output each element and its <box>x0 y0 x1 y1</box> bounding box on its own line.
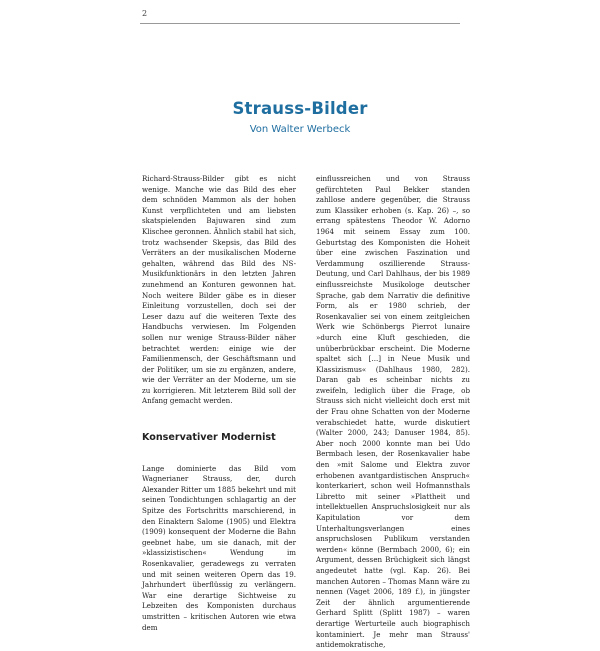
page-number: 2 <box>142 9 148 18</box>
continuation-paragraph: einflussreichen und von Strauss gefürchteten Paul Bekker standen zahllose andere gegenüber, die Strauss zum Klassiker erhoben (s. Kap. 26) –, so errang spätestens Theodor W. Adorno 1964 mit seinem Essay zum 100. Geburtstag des Komponisten die Hoheit über eine zwischen Faszination und Verdammung oszillierende Strauss-Deutung, und Carl Dahlhaus, der bis 1989 einflussreichste Musikologe deutscher Sprache, gab dem Narrativ die definitive Form, als er 1980 schrieb, der Rosenkavalier sei von einem zeitgleichen Werk wie Schönbergs Pierrot lunaire »durch eine Kluft geschieden, die unüberbrückbar erscheint. Die Moderne spaltet sich [...] in Neue Musik und Klassizismus« (Dahlhaus 1980, 282). Daran gab es scheinbar nichts zu zweifeln, lediglich über die Frage, ob Strauss sich nicht vielleicht doch erst mit der Frau ohne Schatten von der Moderne verabschiedet hatte, wurde diskutiert (Walter 2000, 243; Danuser 1984, 85). Aber noch 2000 konnte man bei Udo Bermbach lesen, der Rosenkavalier habe den »mit Salome und Elektra zuvor erhobenen avantgardistischen Anspruch« konterkariert, schon weil Hofmannsthals Libretto mit seiner »Plattheit und intellektuellen Anspruchslosigkeit nur als Kapitulation vor dem Unterhaltungsverlangen eines anspruchslosen Publikum verstanden werden« könne (Bermbach 2000, 6); ein Argument, dessen Brüchigkeit sich längst angedeutet hatte (vgl. Kap. 26). Bei manchen Autoren – Thomas Mann wäre zu nennen (Vaget 2006, 189 f.), in jüngster Zeit der ähnlich argumentierende Gerhard Splitt (Splitt 1987) – waren derartige Werturteile auch biographisch kontaminiert. Je mehr man Strauss' antidemokratische, <box>316 174 470 650</box>
section-paragraph: Lange dominierte das Bild vom Wagnerianer Strauss, der, durch Alexander Ritter um 1885 bekehrt und mit seinen Tondichtungen schlagartig an der Spitze des Fortschritts marschierend, in den Einaktern Salome (1905) und Elektra (1909) konsequent der Moderne die Bahn geebnet habe, um sie danach, mit der »klassizistischen« Wendung im Rosenkavalier, geradewegs zu verraten und mit seinen weiteren Opern das 19. Jahrhundert überflüssig zu verlängern. War eine derartige Sichtweise zu Lebzeiten des Komponisten durchaus umstritten – kritischen Autoren wie etwa dem <box>142 463 296 632</box>
section-heading: Konservativer Modernist <box>142 432 276 444</box>
intro-paragraph: Richard-Strauss-Bilder gibt es nicht wenige. Manche wie das Bild des eher dem schnöden Mammon als der hohen Kunst verpflichteten und am liebsten skatspielenden Bajuwaren sind zum Klischee geronnen. Ähnlich stabil hat sich, trotz wachsender Skepsis, das Bild des Verräters an der musikalischen Moderne gehalten, während das Bild des NS-Musikfunktionärs in den letzten Jahren zunehmend an Konturen gewonnen hat. Noch weitere Bilder gäbe es in dieser Einleitung vorzustellen, doch sei der Leser dazu auf die weiteren Texte des Handbuchs verwiesen. Im Folgenden sollen nur wenige Strauss-Bilder näher betrachtet werden: einige wie der Familienmensch, der Geschäftsmann und der Politiker, um sie zu ergänzen, andere, wie der Verräter an der Moderne, um sie zu korrigieren. Mit letzterem Bild soll der Anfang gemacht werden. <box>142 174 296 406</box>
left-column <box>142 174 296 633</box>
article-title: Strauss-Bilder <box>232 99 368 118</box>
right-column <box>316 174 470 651</box>
top-rule <box>140 23 460 24</box>
article-author: Von Walter Werbeck <box>249 124 351 135</box>
